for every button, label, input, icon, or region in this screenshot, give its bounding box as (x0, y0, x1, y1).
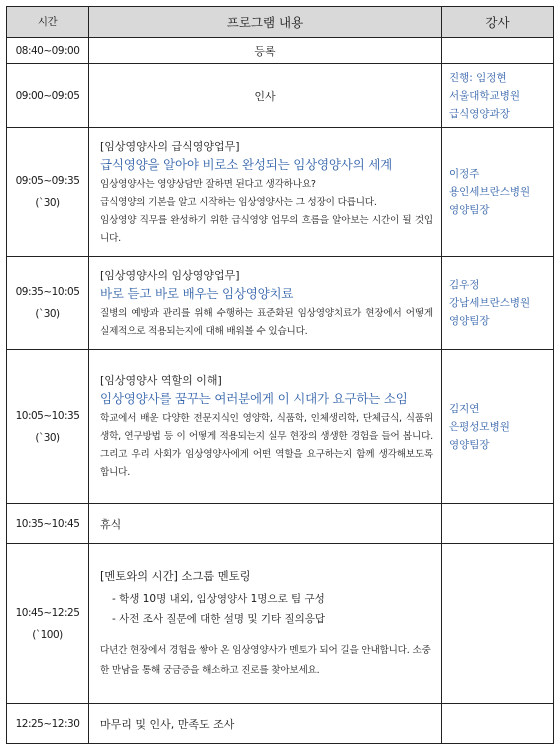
session-headline: 바로 듣고 바로 배우는 임상영양치료 (100, 285, 294, 301)
speaker-cell (442, 504, 554, 544)
schedule-table (6, 6, 554, 744)
session-category: [임상영양사의 급식영양업무] (100, 139, 240, 153)
speaker-line: 김지연 (449, 402, 480, 415)
time-cell (7, 350, 89, 504)
speaker-line: 서울대학교병원 (449, 89, 521, 102)
speaker-cell (442, 257, 554, 350)
mentoring-title: [멘토와의 시간] 소그룹 멘토링 (100, 570, 251, 583)
speaker-line: 김우정 (449, 279, 480, 291)
duration: (`30) (35, 197, 60, 209)
program-cell: 등록 (89, 38, 442, 64)
speaker-cell (442, 350, 554, 504)
duration: (`100) (32, 628, 63, 641)
mentoring-bullet: - 사전 조사 질문에 대한 설명 및 기타 질의응답 (112, 613, 326, 625)
time-cell (7, 257, 89, 350)
session-desc-line: 임상영양 직무를 완성하기 위한 급식영양 업무의 흐름을 알아보는 시간이 될 것입니다. (100, 214, 433, 244)
program-cell: 인사 (89, 64, 442, 128)
speaker-line: 강남세브란스병원 (449, 297, 531, 309)
time-range: 09:05~09:35 (15, 175, 80, 187)
table-row (7, 257, 554, 350)
time-cell (7, 128, 89, 257)
program-cell (89, 257, 442, 350)
mentoring-desc: 다년간 현장에서 경험을 쌓아 온 임상영양사가 멘토가 되어 길을 안내합니다. 소중한 만남을 통해 궁금증을 해소하고 진로를 찾아보세요. (100, 645, 431, 676)
header-program: 프로그램 내용 (89, 7, 442, 38)
speaker-cell (442, 704, 554, 744)
speaker-line: 급식영양과장 (449, 107, 510, 120)
session-headline: 임상영양사를 꿈꾸는 여러분에게 이 시대가 요구하는 소임 (100, 391, 408, 406)
session-category: [임상영양사의 임상영양업무] (100, 268, 240, 282)
program-cell: 마무리 및 인사, 만족도 조사 (89, 704, 442, 744)
session-headline: 급식영양을 알아야 비로소 완성되는 임상영양사의 세계 (100, 156, 392, 172)
time-cell (7, 544, 89, 704)
time-cell: 12:25~12:30 (7, 704, 89, 744)
session-category: [임상영양사 역할의 이해] (100, 374, 222, 387)
speaker-line: 영양팀장 (449, 315, 490, 327)
header-speaker: 강사 (442, 7, 554, 38)
table-row (7, 64, 554, 128)
table-row (7, 350, 554, 504)
table-row (7, 704, 554, 744)
time-cell: 10:35~10:45 (7, 504, 89, 544)
speaker-cell (442, 38, 554, 64)
speaker-line: 은평성모병원 (449, 420, 510, 433)
session-desc: 질병의 예방과 관리를 위해 수행하는 표준화된 임상영양치료가 현장에서 어떻게 실제적으로 적용되는지에 대해 배워볼 수 있습니다. (100, 307, 433, 337)
header-row (7, 7, 554, 38)
program-cell (89, 350, 442, 504)
time-range: 10:45~12:25 (15, 606, 80, 619)
speaker-cell (442, 544, 554, 704)
duration: (`30) (35, 308, 60, 320)
schedule-table-wrapper (6, 6, 550, 744)
session-desc: 학교에서 배운 다양한 전문지식인 영양학, 식품학, 인체생리학, 단체급식, 식품위생학, 연구방법 등 이 어떻게 적용되는지 실무 현장의 생생한 경험을 들어 봅니다. 그리고 우리 사회가 임상영양사에게 어떤 역할을 요구하는지 함께 생각해보도록 합니다. (100, 413, 433, 478)
speaker-line: 용인세브란스병원 (449, 186, 531, 198)
time-cell: 08:40~09:00 (7, 38, 89, 64)
session-desc-line: 급식영양의 기본을 알고 시작하는 임상영양사는 그 성장이 다릅니다. (100, 196, 377, 208)
table-row (7, 38, 554, 64)
session-desc-line: 임상영양사는 영양상담만 잘하면 된다고 생각하나요? (100, 178, 316, 190)
time-range: 09:35~10:05 (15, 286, 80, 298)
time-cell: 09:00~09:05 (7, 64, 89, 128)
speaker-cell (442, 128, 554, 257)
mentoring-bullet: - 학생 10명 내외, 임상영양사 1명으로 팀 구성 (112, 593, 325, 605)
speaker-line: 영양팀장 (449, 438, 490, 451)
time-range: 10:05~10:35 (15, 409, 80, 422)
speaker-line: 이정주 (449, 168, 480, 180)
speaker-cell (442, 64, 554, 128)
program-cell (89, 544, 442, 704)
table-row (7, 128, 554, 257)
table-row (7, 504, 554, 544)
table-row (7, 544, 554, 704)
duration: (`30) (35, 431, 60, 444)
speaker-line: 진행: 임정현 (449, 71, 507, 84)
program-cell: 휴식 (89, 504, 442, 544)
speaker-line: 영양팀장 (449, 204, 490, 216)
header-time: 시간 (7, 7, 89, 38)
program-cell (89, 128, 442, 257)
